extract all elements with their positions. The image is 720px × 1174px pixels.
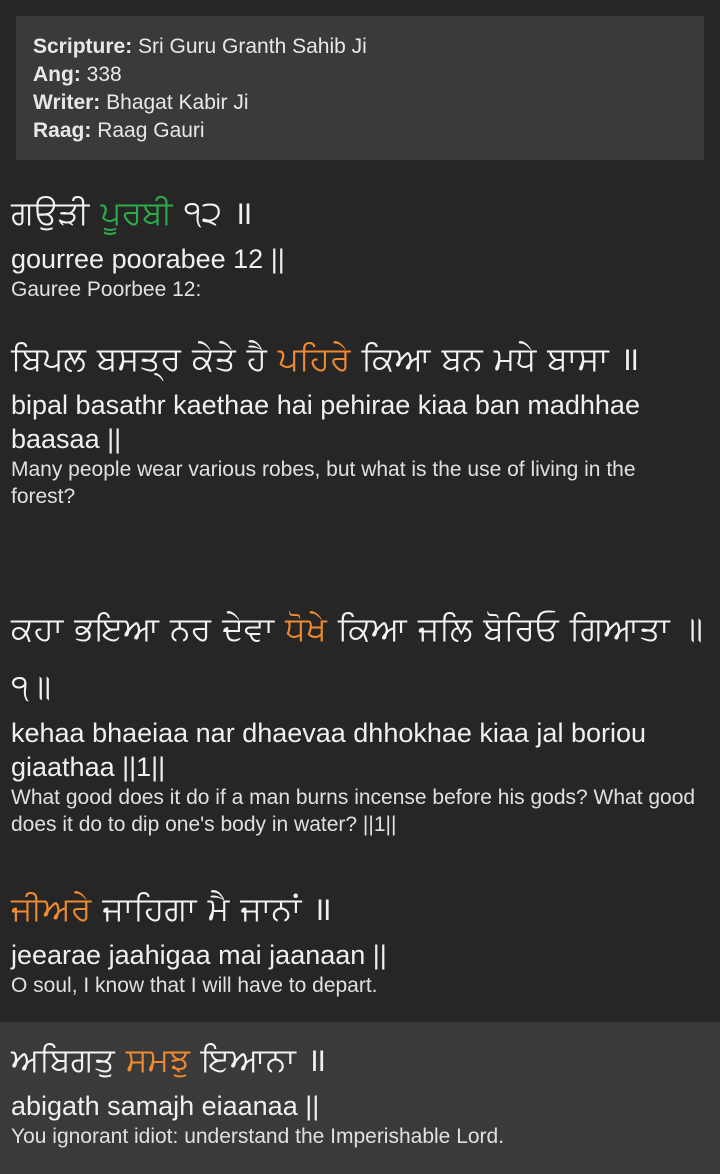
translation: What good does it do if a man burns incense before his gods? What good does it do to dip one's body in water? ||1|| (11, 786, 696, 836)
gurmukhi-word: ਗਿਆਤਾ (569, 609, 670, 648)
gurmukhi-word: ਪਹਿਰੇ (277, 339, 351, 378)
gurmukhi-word: ੧੨ (183, 193, 223, 232)
transliteration: bipal basathr kaethae hai pehirae kiaa ban madhhae baasaa || (11, 390, 640, 454)
gurmukhi-word: ਜੀਅਰੇ (11, 889, 92, 928)
gurmukhi-word: ਧੋਖੇ (285, 609, 327, 648)
gurmukhi-word: ॥ (233, 193, 253, 232)
verse-line[interactable] (0, 880, 720, 999)
gurmukhi-word: ਜਲਿ (417, 609, 473, 648)
ang-label: Ang: (33, 63, 81, 86)
gurmukhi-word: ਗਉੜੀ (11, 193, 90, 232)
gurmukhi-word: ਦੇਵਾ (222, 609, 275, 648)
gurmukhi-word: ॥ (619, 339, 640, 378)
gurmukhi-word: ਇਆਨਾ (201, 1040, 296, 1079)
transliteration: kehaa bhaeiaa nar dhaevaa dhhokhae kiaa jal boriou giaathaa ||1|| (11, 718, 647, 782)
gurmukhi-word: ॥ (312, 889, 333, 928)
scripture-value: Sri Guru Granth Sahib Ji (132, 35, 367, 58)
raag-row (33, 117, 704, 145)
gurmukhi-word: ਬਨ (441, 339, 483, 378)
gurmukhi-word: ਬਾਸਾ (547, 339, 609, 378)
gurmukhi-word: ਅਬਿਗਤੁ (11, 1040, 115, 1079)
gurmukhi-word: ਮੈ (207, 889, 230, 928)
scripture-row (33, 33, 704, 61)
gurmukhi-word: ਜਾਹਿਗਾ (102, 889, 197, 928)
scripture-label: Scripture: (33, 35, 133, 58)
verse-line-selected[interactable] (0, 1022, 720, 1174)
verse-line[interactable] (0, 600, 720, 838)
gurmukhi-line (11, 880, 700, 938)
gurmukhi-line (11, 1031, 700, 1089)
gurmukhi-word: ॥੧॥ (11, 609, 703, 706)
ang-row (33, 61, 704, 89)
gurmukhi-word: ਭਇਆ (74, 609, 160, 648)
transliteration: jeearae jaahigaa mai jaanaan || (11, 940, 387, 970)
writer-value: Bhagat Kabir Ji (100, 91, 249, 114)
raag-value: Raag Gauri (91, 119, 205, 142)
gurmukhi-word: ਜਾਨਾਂ (240, 889, 302, 928)
gurmukhi-word: ਨਰ (170, 609, 212, 648)
writer-label: Writer: (33, 91, 101, 114)
gurmukhi-word: ਬਸਤ੍ਰ (96, 339, 181, 378)
gurmukhi-word: ਕਹਾ (11, 609, 64, 648)
gurmukhi-word: ਪੂਰਬੀ (100, 193, 173, 232)
translation: You ignorant idiot: understand the Imperishable Lord. (11, 1125, 505, 1148)
writer-row (33, 89, 704, 117)
gurmukhi-word: ਕੇਤੇ (191, 339, 236, 378)
translation: Many people wear various robes, but what is the use of living in the forest? (11, 458, 636, 508)
gurmukhi-word: ਮਧੇ (493, 339, 537, 378)
gurmukhi-word: ਬਿਪਲ (11, 339, 86, 378)
gurmukhi-word: ॥ (306, 1040, 327, 1079)
transliteration: abigath samajh eiaanaa || (11, 1091, 320, 1121)
shabad-info-card (16, 16, 704, 160)
gurmukhi-word: ਹੈ (246, 339, 267, 378)
gurmukhi-line (11, 600, 703, 716)
gurmukhi-word: ਬੋਰਿਓ (483, 609, 559, 648)
translation: O soul, I know that I will have to depart. (11, 974, 378, 997)
transliteration: gourree poorabee 12 || (11, 244, 285, 274)
verse-line[interactable] (0, 330, 720, 510)
gurmukhi-word: ਕਿਆ (337, 609, 407, 648)
gurmukhi-line (11, 330, 700, 388)
translation: Gauree Poorbee 12: (11, 278, 202, 301)
ang-value: 338 (80, 63, 122, 86)
gurmukhi-line (11, 184, 700, 242)
gurmukhi-word: ਸਮਝੁ (125, 1040, 191, 1079)
raag-label: Raag: (33, 119, 92, 142)
verse-line[interactable] (0, 184, 720, 303)
gurmukhi-word: ਕਿਆ (361, 339, 431, 378)
